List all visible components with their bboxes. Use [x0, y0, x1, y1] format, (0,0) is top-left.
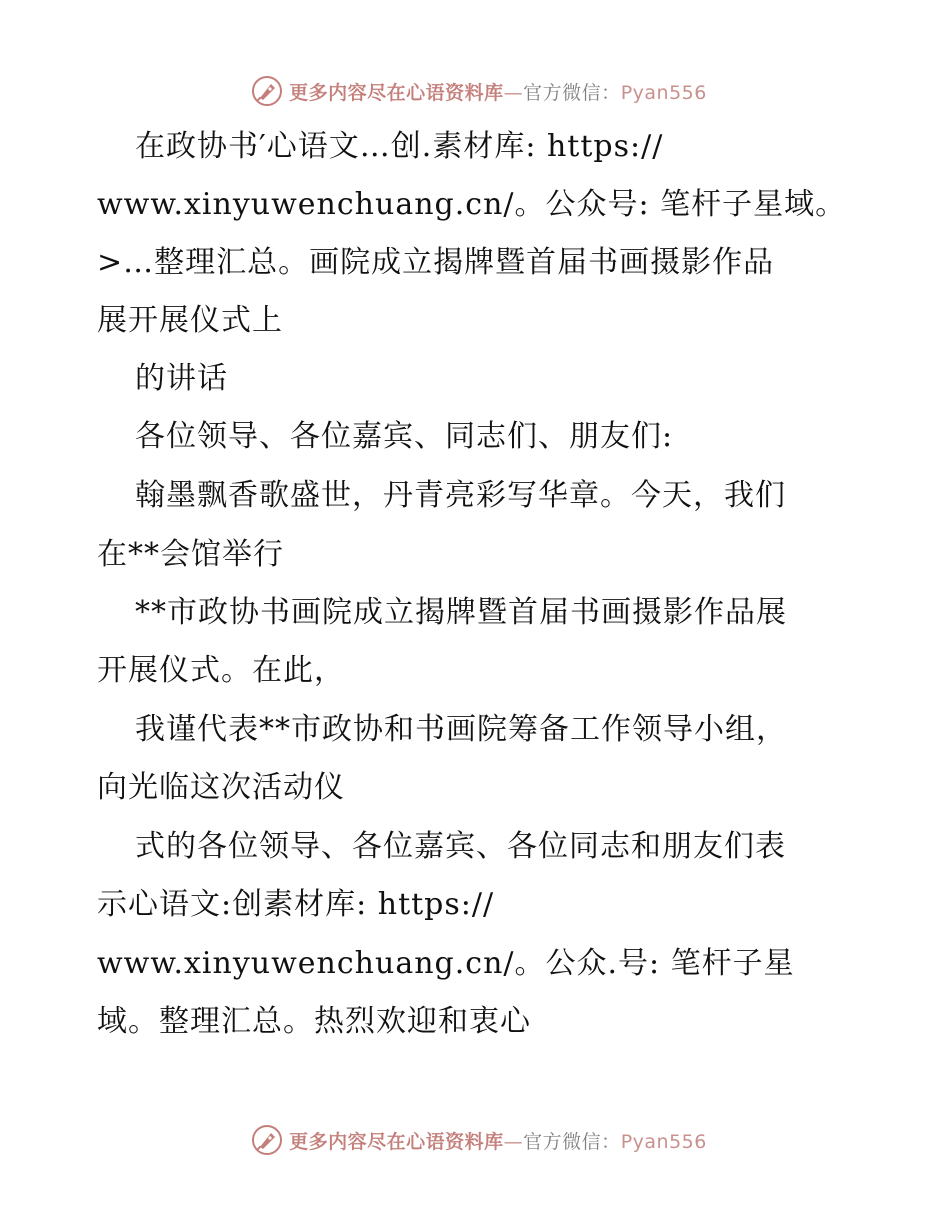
watermark-official-label: 官方微信： [523, 1130, 621, 1153]
text-line: 在**会馆举行 [97, 537, 284, 572]
text-line: 示心语文:创素材库: https:// [97, 887, 495, 922]
text-line: 各位领导、各位嘉宾、同志们、朋友们: [135, 419, 674, 454]
pen-nib-logo-icon [251, 1124, 283, 1156]
pen-nib-logo-icon [251, 75, 283, 107]
footer-watermark [0, 1120, 950, 1160]
text-line: 式的各位领导、各位嘉宾、各位同志和朋友们表 [135, 829, 786, 864]
watermark-text [289, 78, 707, 105]
watermark-group [251, 75, 707, 107]
watermark-official-label: 官方微信： [523, 81, 621, 104]
watermark-group [251, 1124, 707, 1156]
text-line: **市政协书画院成立揭牌暨首届书画摄影作品展 [135, 595, 787, 630]
text-line: 我谨代表**市政协和书画院筹备工作领导小组， [135, 712, 787, 747]
header-watermark [0, 71, 950, 111]
watermark-separator: — [503, 1130, 524, 1153]
text-line: www.xinyuwenchuang.cn/。公众号: 笔杆子星域。 [97, 187, 847, 222]
text-line: 在政协书′心语文…创.素材库: https:// [135, 129, 664, 164]
watermark-wechat-id: Pyan556 [620, 81, 707, 104]
text-line: 向光临这次活动仪 [97, 770, 345, 805]
text-line: www.xinyuwenchuang.cn/。公众.号: 笔杆子星 [97, 946, 795, 981]
text-line: 开展仪式。在此， [97, 653, 345, 688]
watermark-separator: — [503, 81, 524, 104]
watermark-brand: 更多内容尽在心语资料库 [289, 81, 504, 104]
watermark-brand: 更多内容尽在心语资料库 [289, 1130, 504, 1153]
watermark-wechat-id: Pyan556 [620, 1130, 707, 1153]
text-line: 域。整理汇总。热烈欢迎和衷心 [97, 1004, 531, 1039]
text-line: 展开展仪式上 [97, 303, 283, 338]
text-line: 翰墨飘香歌盛世，丹青亮彩写华章。今天，我们 [135, 478, 786, 513]
watermark-text [289, 1127, 707, 1154]
text-line: 的讲话 [135, 361, 228, 396]
text-line: >…整理汇总。画院成立揭牌暨首届书画摄影作品 [97, 245, 775, 280]
